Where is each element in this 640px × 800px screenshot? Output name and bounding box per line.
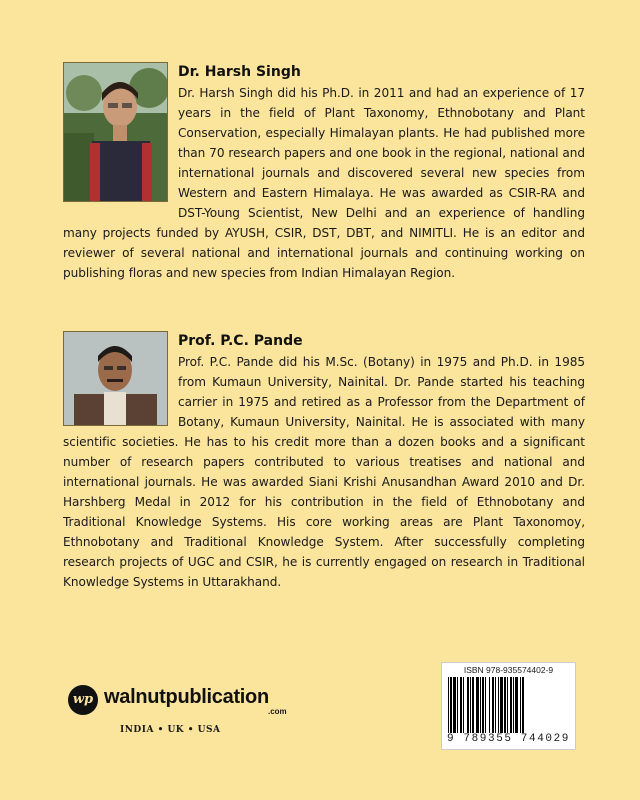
author-name: Dr. Harsh Singh bbox=[178, 64, 301, 80]
author-section-pc-pande bbox=[63, 331, 585, 592]
publisher-logo bbox=[68, 685, 298, 745]
author-name: Prof. P.C. Pande bbox=[178, 333, 303, 349]
isbn-barcode bbox=[441, 662, 576, 750]
isbn-label: ISBN 978-935574402-9 bbox=[463, 665, 554, 675]
publisher-countries: INDIA • UK • USA bbox=[120, 725, 221, 735]
barcode-bars-icon bbox=[448, 677, 569, 733]
publisher-name: walnutpublication bbox=[104, 686, 269, 708]
author-bio: Dr. Harsh Singh did his Ph.D. in 2011 and had an experience of 17 years in the field of Plant Taxonomy, Ethnobotany and Plant Conservation, especially Himalayan plants. He had published more than 70 research papers and one book in the regional, national and international journals and discovered several new species from Western and Eastern Himalaya. He was awarded as CSIR-RA and DST-Young Scientist, New Delhi and an experience of handling many projects funded by AYUSH, CSIR, DST, DBT, and NIMITLI. He is an editor and reviewer of several national and international journals and continuing working on publishing floras and new species from Indian Himalayan Region. bbox=[63, 86, 585, 280]
author-photo-pc-pande bbox=[63, 331, 168, 426]
publisher-domain: .com bbox=[268, 707, 287, 716]
author-section-harsh-singh bbox=[63, 62, 585, 283]
author-photo-harsh-singh bbox=[63, 62, 168, 202]
barcode-digits: 9 789355 744029 bbox=[446, 733, 571, 745]
author-bio: Prof. P.C. Pande did his M.Sc. (Botany) in 1975 and Ph.D. in 1985 from Kumaun University, Nainital. Dr. Pande started his teaching carrier in 1975 and retired as a Professor from the Department of Botany, Kumaun University, Nainital. He is associated with many scientific societies. He has to his credit more than a dozen books and a significant number of research papers contributed to various treatises and national and international journals. He was awarded Siani Krishi Anusandhan Award 2010 and Dr. Harshberg Medal in 2012 for his contribution in the field of Ethnobotany and Traditional Knowledge Systems. His core working areas are Plant Taxonomoy, Ethnobotany and Traditional Knowledge System. After successfully completing research projects of UGC and CSIR, he is currently engaged on research in Traditional Knowledge Systems in Uttarakhand. bbox=[63, 355, 585, 589]
publisher-mark-icon: wp bbox=[68, 685, 98, 715]
